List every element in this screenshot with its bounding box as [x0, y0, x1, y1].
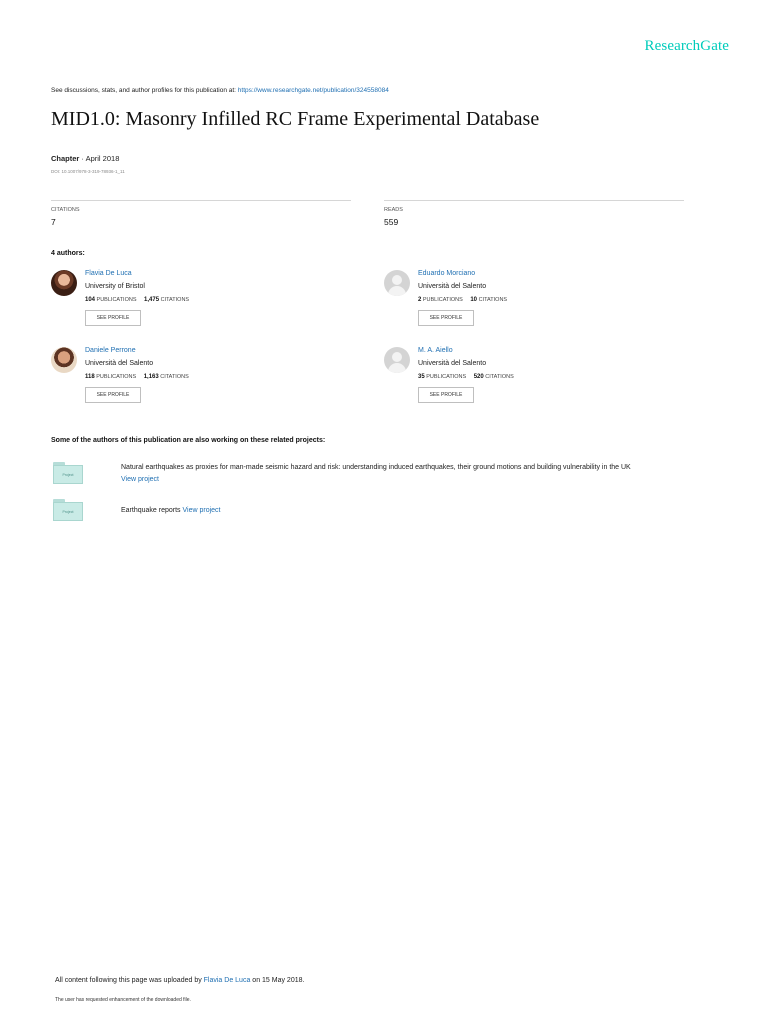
author-institution: Università del Salento [418, 360, 487, 367]
author-avatar-placeholder-icon[interactable] [384, 347, 410, 373]
view-project-link[interactable]: View project [182, 507, 221, 514]
author-card [51, 347, 351, 417]
publication-date: · April 2018 [79, 154, 120, 163]
author-card [384, 347, 684, 417]
citations-label: CITATIONS [51, 207, 80, 213]
author-citations-count: 1,475 [144, 297, 160, 303]
project-title: Natural earthquakes as proxies for man-made seismic hazard and risk: understanding induced earthquakes, their ground motions and building vulnerability in the UK [121, 464, 631, 471]
author-publications-count: 2 [418, 297, 422, 303]
see-profile-button[interactable]: SEE PROFILE [85, 310, 141, 326]
project-description [121, 462, 731, 486]
author-card [384, 270, 684, 340]
publication-doi: DOI: 10.1007/978-3-319-78936-1_11 [51, 169, 125, 174]
publication-meta [51, 154, 119, 163]
reads-stat [384, 200, 684, 227]
authors-heading: 4 authors: [51, 250, 85, 257]
upload-date: on 15 May 2018. [250, 977, 305, 984]
citations-label: CITATIONS [160, 297, 190, 303]
publication-type: Chapter [51, 154, 80, 163]
project-title: Earthquake reports [121, 507, 183, 514]
enhancement-note: The user has requested enhancement of the downloaded file. [55, 997, 191, 1003]
author-name-link[interactable]: Daniele Perrone [85, 347, 136, 354]
author-avatar[interactable] [51, 270, 77, 296]
author-citations-count: 10 [470, 297, 478, 303]
publications-label: PUBLICATIONS [422, 297, 463, 303]
discussion-note [51, 87, 389, 94]
project-folder-icon [53, 462, 83, 484]
author-name-link[interactable]: M. A. Aiello [418, 347, 453, 354]
author-card [51, 270, 351, 340]
discussion-prefix: See discussions, stats, and author profiles for this publication at: [51, 87, 238, 94]
author-stats [85, 297, 195, 303]
reads-value: 559 [384, 217, 399, 227]
author-name-link[interactable]: Eduardo Morciano [418, 270, 476, 277]
upload-prefix: All content following this page was uploaded by [55, 977, 204, 984]
author-publications-count: 104 [85, 297, 96, 303]
citations-label: CITATIONS [160, 374, 189, 380]
publications-label: PUBLICATIONS [96, 374, 137, 380]
author-stats [418, 374, 520, 380]
upload-note [55, 977, 304, 984]
author-avatar[interactable] [51, 347, 77, 373]
project-folder-icon [53, 499, 83, 521]
see-profile-button[interactable]: SEE PROFILE [418, 310, 474, 326]
uploader-link[interactable]: Flavia De Luca [203, 977, 251, 984]
author-citations-count: 1,163 [143, 374, 159, 380]
citations-value: 7 [51, 217, 56, 227]
researchgate-logo[interactable]: ResearchGate [644, 38, 729, 54]
author-stats [85, 374, 195, 380]
related-projects-heading: Some of the authors of this publication are also working on these related projects: [51, 437, 326, 444]
citations-label: CITATIONS [485, 374, 514, 380]
project-description [121, 505, 731, 517]
project-folder-label: Project [62, 472, 74, 477]
author-stats [418, 297, 513, 303]
author-name-link[interactable]: Flavia De Luca [85, 270, 132, 277]
project-folder-label: Project [62, 509, 74, 514]
publications-label: PUBLICATIONS [96, 297, 137, 303]
author-institution: Università del Salento [85, 360, 154, 367]
publication-url-link[interactable]: https://www.researchgate.net/publication/324558084 [237, 87, 389, 94]
publication-title: MID1.0: Masonry Infilled RC Frame Experimental Database [51, 108, 540, 130]
view-project-link[interactable]: View project [121, 476, 160, 483]
author-institution: University of Bristol [85, 283, 145, 290]
citations-stat [51, 200, 351, 227]
author-citations-count: 520 [473, 374, 484, 380]
author-publications-count: 118 [85, 374, 95, 380]
reads-label: READS [384, 207, 403, 213]
see-profile-button[interactable]: SEE PROFILE [85, 387, 141, 403]
author-publications-count: 35 [418, 374, 425, 380]
citations-label: CITATIONS [478, 297, 508, 303]
author-avatar-placeholder-icon[interactable] [384, 270, 410, 296]
see-profile-button[interactable]: SEE PROFILE [418, 387, 474, 403]
author-institution: Università del Salento [418, 283, 487, 290]
publications-label: PUBLICATIONS [426, 374, 467, 380]
